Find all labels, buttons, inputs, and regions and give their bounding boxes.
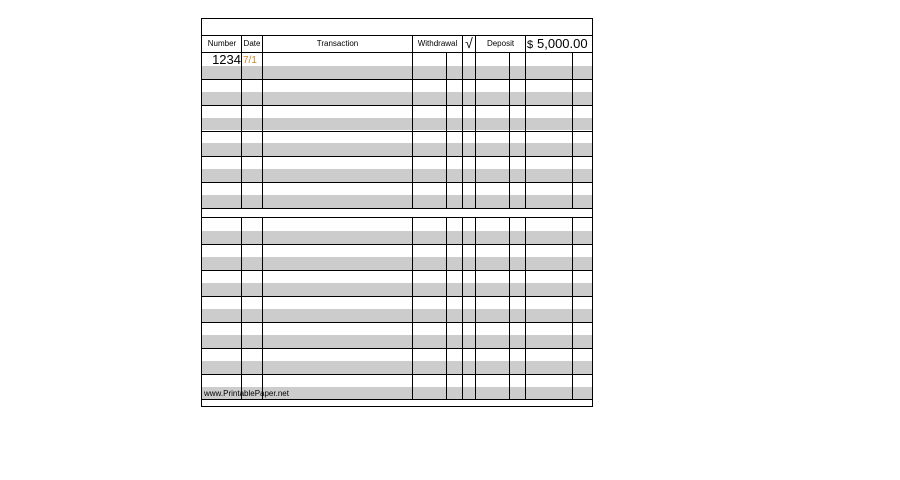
starting-balance-amount: 5,000.00 — [537, 36, 588, 51]
lower-col-divider-2 — [412, 218, 413, 374]
footer-col-divider-7 — [525, 374, 526, 399]
lower-col-divider-0 — [241, 218, 242, 374]
lower-row-5-stripe — [202, 335, 592, 348]
upper-col-divider-0 — [241, 53, 242, 208]
footer-col-divider-2 — [412, 374, 413, 399]
header-date: Date — [243, 39, 261, 48]
lower-col-divider-4 — [462, 218, 463, 374]
upper-row-6-stripe — [202, 195, 592, 208]
lower-col-divider-7 — [525, 218, 526, 374]
lower-last-divider — [201, 374, 593, 375]
footer-col-divider-8 — [572, 374, 573, 399]
upper-col-divider-5 — [475, 53, 476, 208]
lower-col-divider-5 — [475, 218, 476, 374]
footer-col-divider-6 — [509, 374, 510, 399]
upper-row-4-stripe — [202, 143, 592, 156]
upper-col-divider-1 — [262, 53, 263, 208]
footer-col-divider-4 — [462, 374, 463, 399]
lower-row-4-stripe — [202, 309, 592, 322]
upper-row-2-stripe — [202, 92, 592, 105]
header-deposit: Deposit — [486, 39, 515, 48]
lower-col-divider-8 — [572, 218, 573, 374]
upper-col-divider-7 — [525, 53, 526, 208]
lower-col-divider-3 — [446, 218, 447, 374]
upper-col-divider-6 — [509, 53, 510, 208]
lower-row-divider-1 — [201, 244, 593, 245]
upper-row-1-stripe — [202, 66, 592, 79]
lower-row-divider-2 — [201, 270, 593, 271]
upper-row-divider-5 — [201, 182, 593, 183]
check-register — [201, 18, 593, 407]
section-gap-top — [201, 208, 593, 209]
upper-row-5-stripe — [202, 169, 592, 182]
upper-row-divider-4 — [201, 156, 593, 157]
lower-row-divider-4 — [201, 322, 593, 323]
lower-row-6-stripe — [202, 361, 592, 374]
upper-col-divider-8 — [572, 53, 573, 208]
footer-col-divider-5 — [475, 374, 476, 399]
entry-1-number: 1234 — [212, 52, 241, 67]
header-withdrawal: Withdrawal — [417, 39, 458, 48]
lower-row-divider-3 — [201, 296, 593, 297]
header-transaction: Transaction — [316, 39, 359, 48]
footer-website: www.PrintablePaper.net — [204, 389, 289, 398]
footer-col-divider-3 — [446, 374, 447, 399]
section-gap-bottom — [201, 217, 593, 218]
register-border-bottom — [201, 406, 593, 407]
lower-row-divider-5 — [201, 348, 593, 349]
lower-col-divider-1 — [262, 218, 263, 374]
upper-row-divider-1 — [201, 79, 593, 80]
header-checkmark: √ — [465, 35, 473, 51]
lower-row-1-stripe — [202, 231, 592, 244]
upper-col-divider-2 — [412, 53, 413, 208]
lower-row-2-stripe — [202, 257, 592, 270]
register-border-top — [201, 18, 593, 19]
upper-col-divider-4 — [462, 53, 463, 208]
upper-col-divider-3 — [446, 53, 447, 208]
entry-1-date: 7/1 — [243, 55, 257, 66]
lower-col-divider-6 — [509, 218, 510, 374]
upper-row-3-stripe — [202, 118, 592, 131]
upper-row-divider-3 — [201, 131, 593, 132]
upper-row-divider-2 — [201, 105, 593, 106]
lower-row-3-stripe — [202, 283, 592, 296]
header-divider-5 — [525, 35, 526, 52]
header-number: Number — [207, 39, 237, 48]
starting-balance-currency: $ — [527, 39, 534, 51]
